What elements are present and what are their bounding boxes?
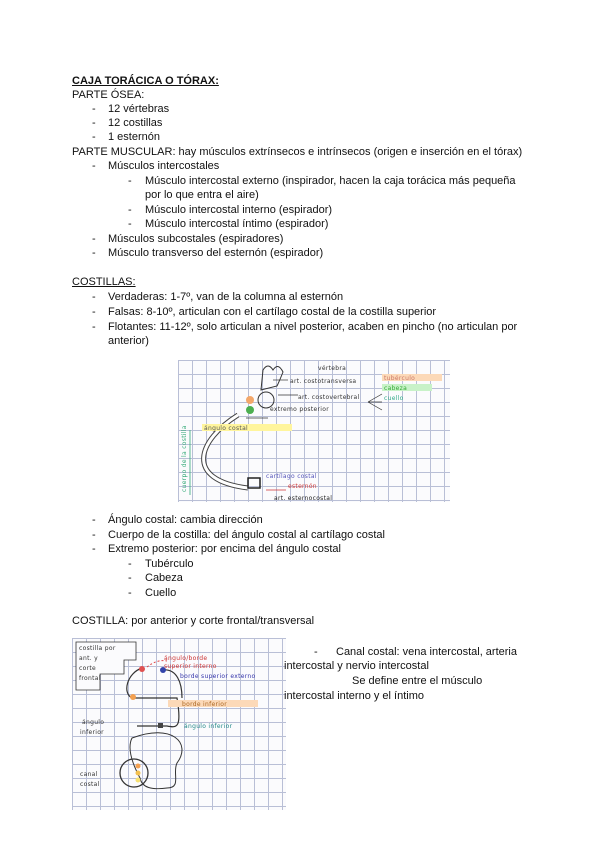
bullet-dash: - <box>92 543 96 555</box>
rib-drawing <box>178 360 450 502</box>
figure-label: cabeza <box>384 385 408 392</box>
figure-label: vértebra <box>318 365 347 372</box>
section-heading-osea: PARTE ÓSEA: <box>72 89 145 101</box>
figure-label: corte <box>79 665 96 672</box>
figure-label: esternón <box>288 483 317 490</box>
figure-label: cuello <box>384 395 404 402</box>
bullet-dash: - <box>92 233 96 245</box>
list-item: 12 vértebras <box>108 103 170 115</box>
bullet-dash: - <box>92 247 96 259</box>
figure-label: costal <box>80 781 100 788</box>
bullet-dash: - <box>92 306 96 318</box>
bullet-dash: - <box>92 321 96 333</box>
list-item: Músculo intercostal interno (espirador) <box>145 204 333 216</box>
bullet-dash: - <box>92 117 96 129</box>
bullet-dash: - <box>128 175 132 187</box>
figure-label: art. esternocostal <box>274 495 333 502</box>
figure-label: canal <box>80 771 98 778</box>
rib-section-drawing <box>72 638 286 810</box>
list-item: Tubérculo <box>145 558 194 570</box>
section-heading-muscular: PARTE MUSCULAR: hay músculos extrínsecos e intrínsecos (origen e inserción en el tórax) <box>72 146 523 158</box>
figure-label: ant. y <box>79 655 98 662</box>
list-item-continuation: intercostal y nervio intercostal <box>284 660 429 672</box>
figure-label: inferior <box>80 729 104 736</box>
section-heading-costillas: COSTILLAS: <box>72 276 136 288</box>
figure-label: art. costotransversa <box>290 378 357 385</box>
list-item: 12 costillas <box>108 117 163 129</box>
figure-label: superior interno <box>164 663 217 670</box>
list-item: Extremo posterior: por encima del ángulo costal <box>108 543 341 555</box>
list-item: Músculo intercostal íntimo (espirador) <box>145 218 329 230</box>
bullet-dash: - <box>128 204 132 216</box>
figure-label: tubérculo <box>384 375 416 382</box>
list-item: Músculos intercostales <box>108 160 220 172</box>
figure-label: extremo posterior <box>270 406 329 413</box>
figure-label: cuerpo de la costilla <box>181 425 188 492</box>
bullet-dash: - <box>92 103 96 115</box>
figure-label: ángulo inferior <box>184 723 233 730</box>
bullet-dash: - <box>92 131 96 143</box>
bullet-dash: - <box>92 529 96 541</box>
rib-sketch-image <box>178 360 450 502</box>
list-item: Verdaderas: 1-7º, van de la columna al esternón <box>108 291 344 303</box>
bullet-dash: - <box>92 291 96 303</box>
list-item: 1 esternón <box>108 131 160 143</box>
bullet-dash: - <box>92 160 96 172</box>
list-item: Cuello <box>145 587 177 599</box>
figure-label: cartílago costal <box>266 473 317 480</box>
page-title: CAJA TORÁCICA O TÓRAX: <box>72 75 219 87</box>
list-item: Canal costal: vena intercostal, arteria <box>336 646 517 658</box>
list-item: Músculos subcostales (espiradores) <box>108 233 284 245</box>
bullet-dash: - <box>128 218 132 230</box>
bullet-dash: - <box>128 558 132 570</box>
list-item: Cuerpo de la costilla: del ángulo costal al cartílago costal <box>108 529 385 541</box>
figure-label: ángulo <box>82 719 105 726</box>
list-item: Falsas: 8-10º, articulan con el cartílago costal de la costilla superior <box>108 306 437 318</box>
bullet-dash: - <box>128 587 132 599</box>
list-item: Cabeza <box>145 572 183 584</box>
list-item-continuation: por lo que entra el aire) <box>145 189 259 201</box>
bullet-dash: - <box>314 646 318 658</box>
list-item-continuation: anterior) <box>108 335 149 347</box>
paragraph-text: Se define entre el músculo <box>352 675 483 687</box>
figure-label: frontal <box>79 675 101 682</box>
list-item: Flotantes: 11-12º, solo articulan a nivel posterior, acaben en pincho (no articulan por <box>108 321 518 333</box>
figure-label: borde superior externo <box>180 673 256 680</box>
list-item: Músculo intercostal externo (inspirador, hacen la caja torácica más pequeña <box>145 175 516 187</box>
paragraph-text: intercostal interno y el íntimo <box>284 690 425 702</box>
figure-label: art. costovertebral <box>298 394 360 401</box>
figure-label: costilla por <box>79 645 116 652</box>
figure-label: ángulo/borde <box>164 655 208 662</box>
bullet-dash: - <box>128 572 132 584</box>
list-item: Músculo transverso del esternón (espirador) <box>108 247 324 259</box>
rib-section-sketch-image <box>72 638 286 810</box>
figure-label: borde inferior <box>182 701 227 708</box>
section-heading-costilla: COSTILLA: por anterior y corte frontal/transversal <box>72 615 315 627</box>
figure-label: ángulo costal <box>204 425 249 432</box>
list-item: Ángulo costal: cambia dirección <box>108 514 263 526</box>
bullet-dash: - <box>92 514 96 526</box>
